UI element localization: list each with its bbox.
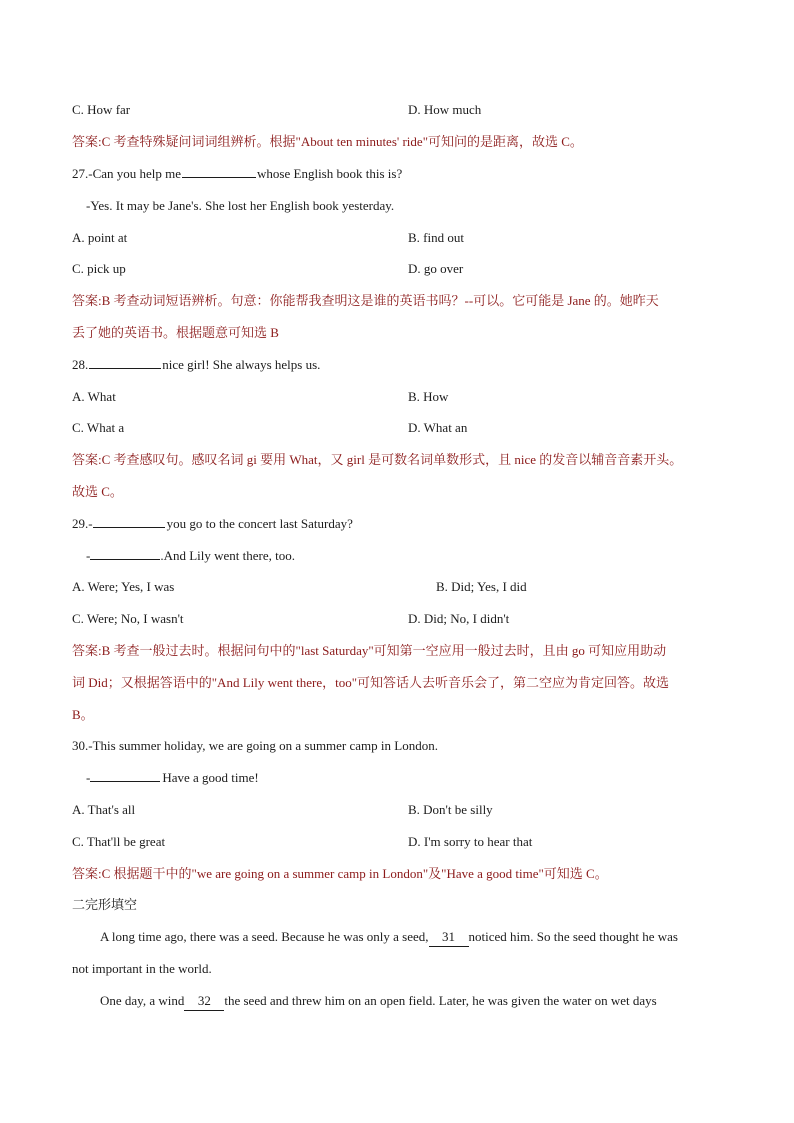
q29-reply [86, 547, 295, 565]
cloze-paragraph-1-line2: not important in the world. [72, 961, 212, 976]
q28-answer-line1: 答案:C 考查感叹句。感叹名词 gi 要用 What，又 girl 是可数名词单数形式，且 nice 的发音以辅音音素开头。 [72, 452, 683, 467]
cloze-paragraph-2 [100, 992, 657, 1011]
q29-answer-line3: B。 [72, 707, 94, 722]
q30-reply-pre: - [86, 770, 91, 785]
q30-blank [90, 769, 160, 782]
q28-option-c: C. What a [72, 420, 125, 435]
q29-blank-1 [93, 515, 165, 528]
q27-answer-line1: 答案:B 考查动词短语辨析。句意：你能帮我查明这是谁的英语书吗？--可以。它可能是 Jane 的。她昨天 [72, 293, 659, 308]
q26-option-d: D. How much [408, 102, 482, 117]
cloze-blank-32: 32 [184, 992, 224, 1011]
q29-blank-2 [90, 547, 160, 560]
q28-stem-post: nice girl! She always helps us. [162, 357, 321, 372]
q29-stem-post: you go to the concert last Saturday? [166, 516, 353, 531]
q30-option-b: B. Don't be silly [408, 802, 493, 817]
q29-answer-line1: 答案:B 考查一般过去时。根据问句中的"last Saturday"可知第一空应用一般过去时，且由 go 可知应用助动 [72, 643, 667, 658]
q30-option-c: C. That'll be great [72, 834, 166, 849]
q28-option-d: D. What an [408, 420, 468, 435]
q29-option-a: A. Were; Yes, I was [72, 579, 175, 594]
cloze-p2-pre: One day, a wind [100, 993, 185, 1008]
q27-blank [182, 165, 256, 178]
q28-option-a: A. What [72, 389, 116, 404]
cloze-p1-pre: A long time ago, there was a seed. Because he was only a seed, [100, 929, 429, 944]
q29-option-d: D. Did; No, I didn't [408, 611, 510, 626]
q29-answer-line2: 词 Did；又根据答语中的"And Lily went there，too"可知答话人去听音乐会了，第二空应为肯定回答。故选 [72, 675, 670, 690]
q28-blank [89, 356, 161, 369]
q28-answer-line2: 故选 C。 [72, 484, 123, 499]
q27-reply: -Yes. It may be Jane's. She lost her English book yesterday. [86, 198, 395, 213]
q27-stem [72, 165, 402, 183]
q30-reply-post: Have a good time! [162, 770, 259, 785]
q29-reply-post: .And Lily went there, too. [160, 548, 296, 563]
q30-stem: 30.-This summer holiday, we are going on a summer camp in London. [72, 738, 438, 753]
q27-option-a: A. point at [72, 230, 128, 245]
q27-option-d: D. go over [408, 261, 464, 276]
cloze-p1-post: noticed him. So the seed thought he was [468, 929, 678, 944]
q29-stem-pre: 29.- [72, 516, 93, 531]
q28-stem [72, 356, 320, 374]
q29-option-b: B. Did; Yes, I did [436, 579, 527, 594]
q28-stem-pre: 28. [72, 357, 89, 372]
q28-option-b: B. How [408, 389, 449, 404]
section-title: 二完形填空 [72, 898, 138, 913]
q26-answer: 答案:C 考查特殊疑问词词组辨析。根据"About ten minutes' ride"可知问的是距离，故选 C。 [72, 134, 583, 149]
q30-option-d: D. I'm sorry to hear that [408, 834, 533, 849]
q30-reply [86, 769, 259, 787]
cloze-blank-31: 31 [429, 928, 469, 947]
q29-option-c: C. Were; No, I wasn't [72, 611, 184, 626]
q26-option-c: C. How far [72, 102, 131, 117]
q29-stem [72, 515, 353, 533]
q27-option-b: B. find out [408, 230, 464, 245]
q27-stem-post: whose English book this is? [257, 166, 403, 181]
q27-answer-line2: 丢了她的英语书。根据题意可知选 B [72, 325, 279, 340]
cloze-p2-post: the seed and threw him on an open field. Later, he was given the water on wet days [224, 993, 657, 1008]
q27-option-c: C. pick up [72, 261, 126, 276]
q30-answer: 答案:C 根据题干中的"we are going on a summer camp in London"及"Have a good time"可知选 C。 [72, 866, 608, 881]
q27-stem-pre: 27.-Can you help me [72, 166, 182, 181]
q30-option-a: A. That's all [72, 802, 136, 817]
cloze-paragraph-1 [100, 928, 678, 947]
q29-reply-pre: - [86, 548, 91, 563]
